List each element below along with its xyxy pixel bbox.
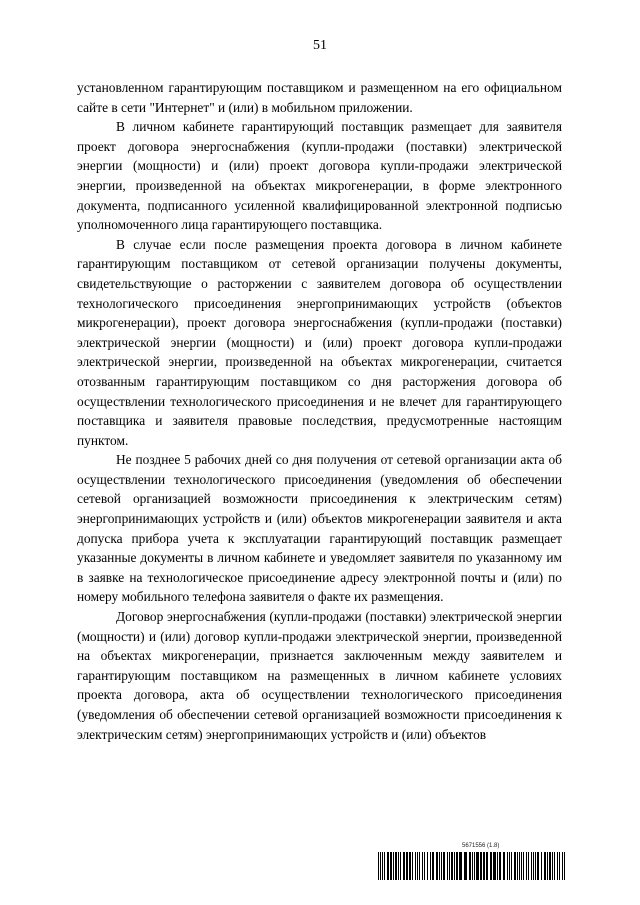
- paragraph: В личном кабинете гарантирующий поставщик размещает для заявителя проект договора энергоснабжения (купли-продажи (поставки) электрической энергии (мощности) и (или) проект договора купли-продажи электрической энергии, произведенной на объектах микрогенерации, в форме электронного документа, подписанного усиленной квалифицированной электронной подписью уполномоченного лица гарантирующего поставщика.: [77, 119, 562, 233]
- barcode-icon: [378, 852, 568, 880]
- page-number: 51: [313, 38, 327, 53]
- document-code: 5671556 (1.8): [462, 843, 500, 849]
- paragraph: установленном гарантирующим поставщиком и размещенном на его официальном сайте в сети "Интернет" и (или) в мобильном приложении.: [77, 80, 562, 115]
- paragraph: Договор энергоснабжения (купли-продажи (поставки) электрической энергии (мощности) и (или) договор купли-продажи электрической энергии, произведенной на объектах микрогенерации, признается заключенным между заявителем и гарантирующим поставщиком на размещенных в личном кабинете условиях проекта договора, акта об осуществлении технологического присоединения (уведомления об обеспечении сетевой организацией возможности присоединения к электрическим сетям) энергопринимающих устройств и (или) объектов: [77, 609, 562, 742]
- document-body: [77, 78, 562, 744]
- paragraph: Не позднее 5 рабочих дней со дня получения от сетевой организации акта об осуществлении технологического присоединения (уведомления об обеспечении сетевой организацией возможности присоединения к электрическим сетям) энергопринимающих устройств и (или) объектов микрогенерации заявителя и акта допуска прибора учета к эксплуатации гарантирующий поставщик размещает указанные документы в личном кабинете и уведомляет заявителя по указанному им в заявке на технологическое присоединение адресу электронной почты и (или) по номеру мобильного телефона заявителя о факте их размещения.: [77, 452, 562, 605]
- paragraph: В случае если после размещения проекта договора в личном кабинете гарантирующим поставщиком от сетевой организации получены документы, свидетельствующие о расторжении с заявителем договора об осуществлении технологического присоединения энергопринимающих устройств (объектов микрогенерации), проект договора энергоснабжения (купли-продажи (поставки) электрической энергии (мощности) и (или) проект договора купли-продажи электрической энергии, произведенной на объектах микрогенерации, считается отозванным гарантирующим поставщиком со дня расторжения договора об осуществлении технологического присоединения и не влечет для гарантирующего поставщика и заявителя правовые последствия, предусмотренные настоящим пунктом.: [77, 236, 562, 448]
